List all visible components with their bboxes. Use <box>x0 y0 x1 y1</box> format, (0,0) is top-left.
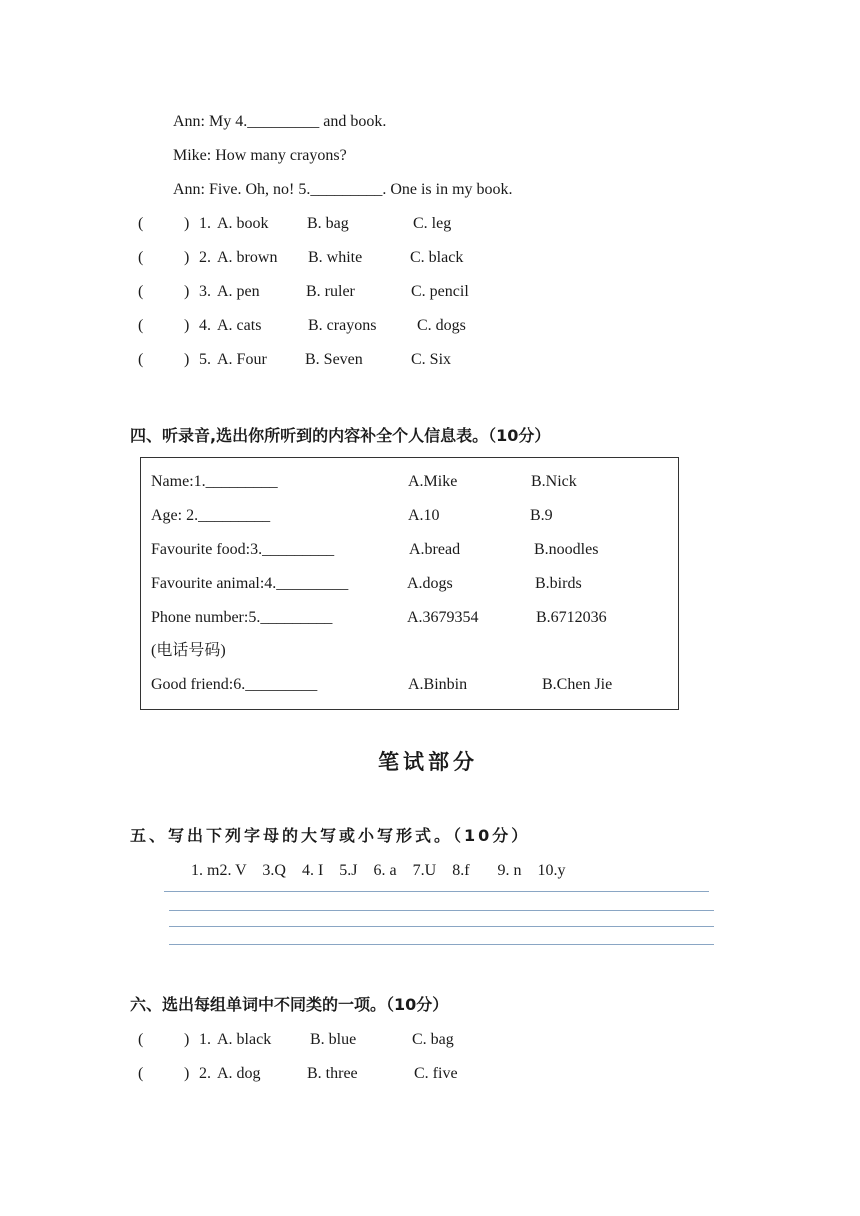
option-c: C. bag <box>412 1031 454 1048</box>
dialogue-line-2: Mike: How many crayons? <box>173 147 347 164</box>
option-a: A. dog <box>217 1065 261 1082</box>
info-option-b: B.birds <box>535 575 582 592</box>
info-row-label: Good friend:6._________ <box>151 676 318 693</box>
info-row-label: Favourite animal:4._________ <box>151 575 349 592</box>
answer-paren-close: ) <box>184 215 190 232</box>
option-c: C. black <box>410 249 464 266</box>
info-option-b: B.6712036 <box>536 609 607 626</box>
answer-paren-open: ( <box>138 317 144 334</box>
dialogue-line-1: Ann: My 4._________ and book. <box>173 113 387 130</box>
answer-paren-close: ) <box>184 1031 190 1048</box>
info-row-label: Age: 2._________ <box>151 507 271 524</box>
question-number: 2. <box>199 1065 211 1082</box>
option-a: A. black <box>217 1031 272 1048</box>
info-option-a: A.3679354 <box>407 609 479 626</box>
info-row-label: Phone number:5._________ <box>151 609 333 626</box>
info-option-a: A.bread <box>409 541 461 558</box>
answer-paren-open: ( <box>138 1065 144 1082</box>
option-b: B. white <box>308 249 363 266</box>
option-c: C. leg <box>413 215 452 232</box>
written-part-title: 笔试部分 <box>378 750 478 774</box>
option-a: A. book <box>217 215 269 232</box>
answer-paren-close: ) <box>184 351 190 368</box>
option-b: B. three <box>307 1065 358 1082</box>
option-b: B. Seven <box>305 351 363 368</box>
question-number: 3. <box>199 283 211 300</box>
option-a: A. pen <box>217 283 260 300</box>
option-c: C. Six <box>411 351 452 368</box>
question-number: 5. <box>199 351 211 368</box>
answer-paren-close: ) <box>184 283 190 300</box>
option-b: B. crayons <box>308 317 377 334</box>
writing-line <box>164 891 709 892</box>
option-b: B. bag <box>307 215 349 232</box>
option-c: C. dogs <box>417 317 466 334</box>
section4-heading: 四、听录音,选出你所听到的内容补全个人信息表。（10分） <box>130 426 551 445</box>
option-a: A. cats <box>217 317 262 334</box>
option-b: B. blue <box>310 1031 357 1048</box>
option-a: A. Four <box>217 351 267 368</box>
answer-paren-open: ( <box>138 249 144 266</box>
question-number: 1. <box>199 215 211 232</box>
info-row-label: Favourite food:3._________ <box>151 541 335 558</box>
info-option-a: A.Mike <box>408 473 458 490</box>
answer-paren-open: ( <box>138 1031 144 1048</box>
option-c: C. pencil <box>411 283 469 300</box>
writing-line <box>169 910 714 911</box>
question-number: 4. <box>199 317 211 334</box>
section5-heading: 五、写出下列字母的大写或小写形式。（10分） <box>130 826 531 845</box>
writing-line <box>169 926 714 927</box>
info-row-label: (电话号码) <box>151 642 226 659</box>
option-c: C. five <box>414 1065 458 1082</box>
info-option-b: B.noodles <box>534 541 599 558</box>
info-option-a: A.Binbin <box>408 676 468 693</box>
answer-paren-open: ( <box>138 351 144 368</box>
answer-paren-close: ) <box>184 317 190 334</box>
info-option-b: B.Chen Jie <box>542 676 613 693</box>
letters-prompt: 1. m2. V 3.Q 4. I 5.J 6. a 7.U 8.f 9. n 10.y <box>191 862 566 879</box>
answer-paren-close: ) <box>184 249 190 266</box>
info-option-b: B.9 <box>530 507 553 524</box>
info-option-a: A.dogs <box>407 575 453 592</box>
info-option-a: A.10 <box>408 507 440 524</box>
answer-paren-close: ) <box>184 1065 190 1082</box>
option-a: A. brown <box>217 249 278 266</box>
writing-line <box>169 944 714 945</box>
question-number: 2. <box>199 249 211 266</box>
answer-paren-open: ( <box>138 283 144 300</box>
question-number: 1. <box>199 1031 211 1048</box>
section6-heading: 六、选出每组单词中不同类的一项。（10分） <box>130 995 449 1014</box>
info-option-b: B.Nick <box>531 473 577 490</box>
option-b: B. ruler <box>306 283 355 300</box>
dialogue-line-3: Ann: Five. Oh, no! 5._________. One is in my book. <box>173 181 513 198</box>
info-row-label: Name:1._________ <box>151 473 278 490</box>
answer-paren-open: ( <box>138 215 144 232</box>
